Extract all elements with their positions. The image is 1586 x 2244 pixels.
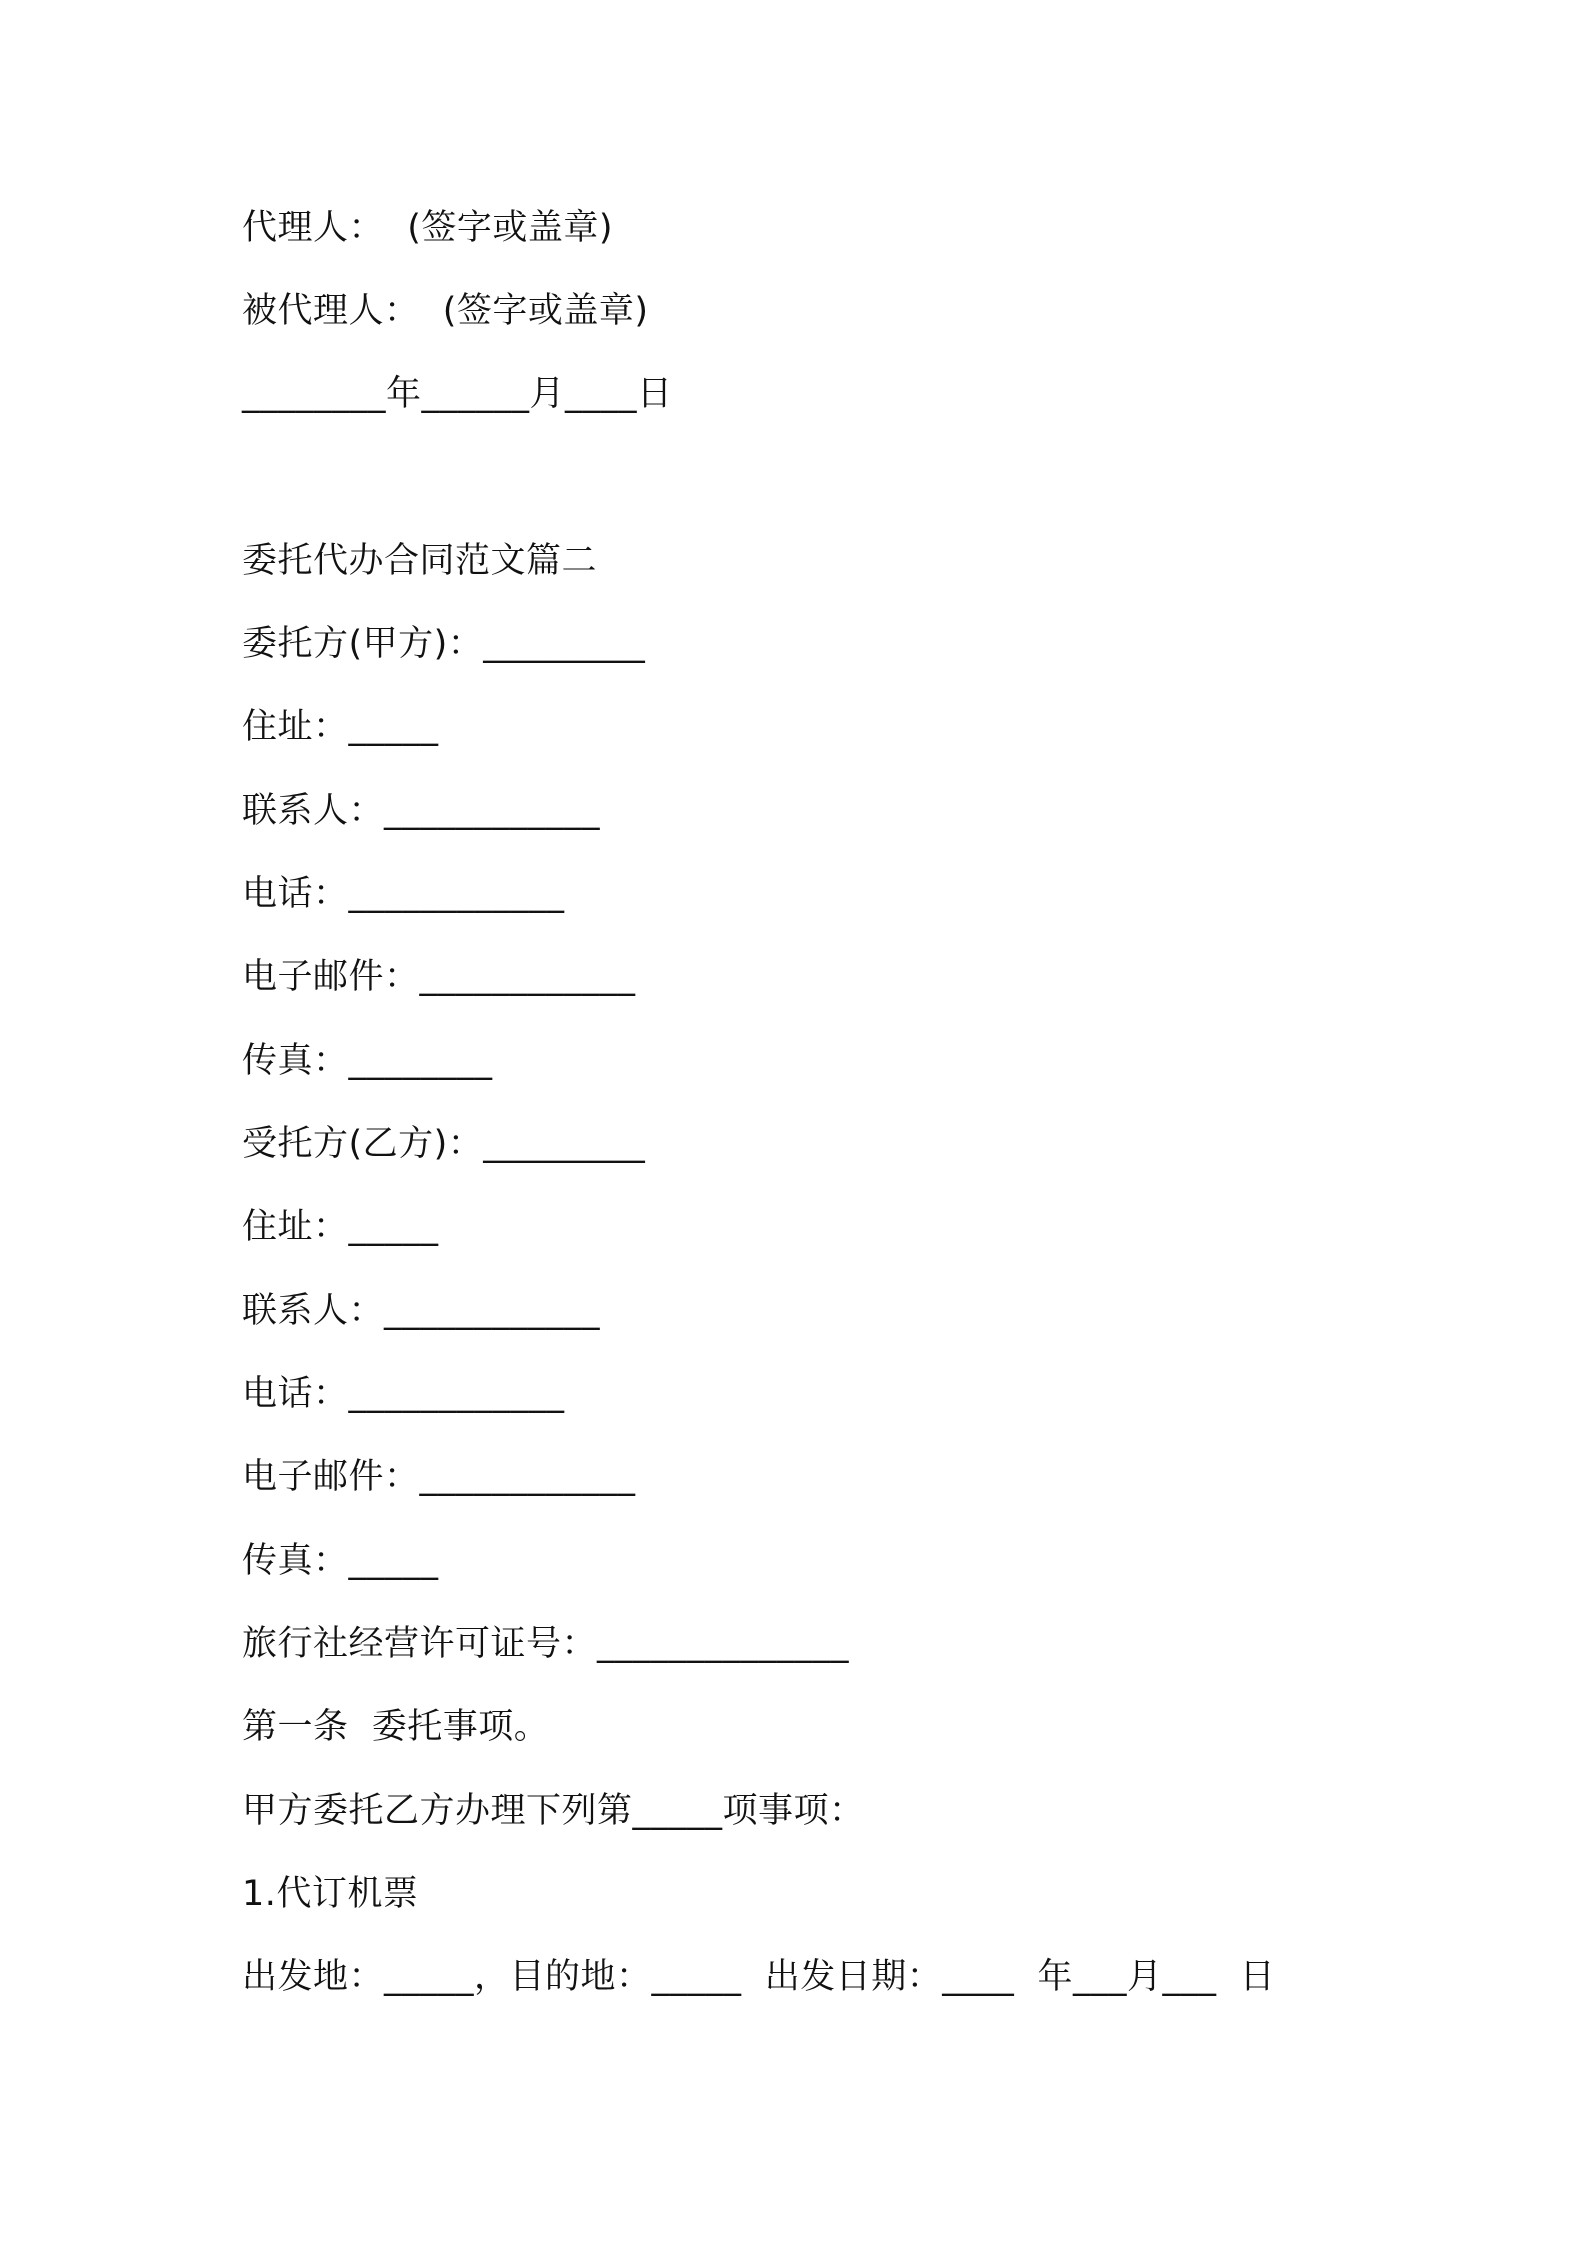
flight-details-line: 出发地：_____，目的地：_____ 出发日期：____ 年___月___ 日: [242, 1957, 1276, 1997]
agent-signature-line: 代理人： (签字或盖章): [242, 208, 614, 248]
party-b-fax-line: 传真：_____: [242, 1541, 439, 1581]
date-line: ________年______月____日: [242, 374, 673, 414]
party-a-email-line: 电子邮件：____________: [242, 957, 636, 997]
party-b-contact-line: 联系人：____________: [242, 1291, 601, 1331]
party-a-phone-line: 电话：____________: [242, 874, 565, 914]
party-a-address-line: 住址：_____: [242, 707, 439, 747]
party-b-email-line: 电子邮件：____________: [242, 1457, 636, 1497]
travel-license-line: 旅行社经营许可证号：______________: [242, 1624, 850, 1664]
section-title: 委托代办合同范文篇二: [242, 541, 598, 581]
article-one-heading: 第一条 委托事项。: [242, 1707, 550, 1747]
party-a-contact-line: 联系人：____________: [242, 791, 601, 831]
party-b-address-line: 住址：_____: [242, 1207, 439, 1247]
principal-signature-line: 被代理人： (签字或盖章): [242, 291, 649, 331]
party-a-fax-line: 传真：________: [242, 1041, 493, 1081]
party-b-line: 受托方(乙方)：_________: [242, 1124, 646, 1164]
entrusted-items-line: 甲方委托乙方办理下列第_____项事项：: [242, 1791, 865, 1831]
party-a-line: 委托方(甲方)：_________: [242, 624, 646, 664]
party-b-phone-line: 电话：____________: [242, 1374, 565, 1414]
item-ticket-booking: 1.代订机票: [242, 1874, 419, 1914]
